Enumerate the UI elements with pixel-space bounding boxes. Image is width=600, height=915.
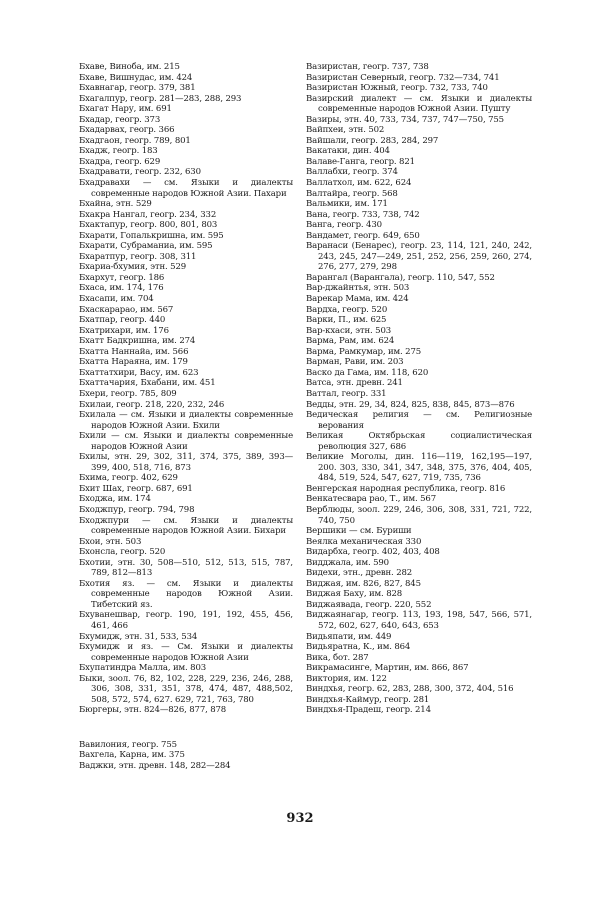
index-entry: Бхадра, геогр. 629 — [79, 156, 161, 167]
letter-section-gap — [79, 716, 293, 740]
index-entry: Венкатесвара рао, Т., им. 567 — [306, 494, 436, 505]
index-entry: Вавилония, геогр. 755 — [79, 739, 177, 750]
index-entry: Бхилаи, геогр. 218, 220, 232, 246 — [79, 399, 225, 410]
index-entry: Вазиристан Южный, геогр. 732, 733, 740 — [306, 83, 488, 94]
index-entry: Валаве-Ганга, геогр. 821 — [306, 156, 415, 167]
index-entry: Валтайра, геогр. 568 — [306, 188, 398, 199]
index-entry: Бхумидж и яз. — См. Языки и диалекты современные народов Южной Азии — [79, 642, 293, 663]
index-entry: Вершики — см. Буриши — [306, 526, 412, 537]
index-entry: Бхайна, этн. 529 — [79, 199, 152, 210]
index-entry: Бхилала — см. Языки и диалекты современные народов Южной Азии. Бхили — [79, 410, 293, 431]
index-entry: Бхери, геогр. 785, 809 — [79, 388, 177, 399]
index-entry: Бюргеры, этн. 824—826, 877, 878 — [79, 705, 227, 716]
index-entry: Видарбха, геогр. 402, 403, 408 — [306, 547, 440, 558]
index-entry: Видехи, этн., древн. 282 — [306, 568, 413, 579]
index-entry: Вандамет, геогр. 649, 650 — [306, 230, 420, 241]
index-entry: Вазиристан Северный, геогр. 732—734, 741 — [306, 72, 500, 83]
index-entry: Бхагалпур, геогр. 281—283, 288, 293 — [79, 93, 242, 104]
index-entry: Бхатт Бадкришна, им. 274 — [79, 336, 196, 347]
index-entry: Варки, П., им. 625 — [306, 315, 387, 326]
index-entry: Васко да Гама, им. 118, 620 — [306, 367, 429, 378]
index-entry: Бхуванешвар, геогр. 190, 191, 192, 455, 456, 461, 466 — [79, 610, 293, 631]
index-entry: Верблюды, зоол. 229, 246, 306, 308, 331, 721, 722, 740, 750 — [306, 504, 532, 526]
index-entry: Варанаси (Бенарес), геогр. 23, 114, 121, 240, 242, 243, 245, 247—249, 251, 252, 256, 259, 260, 274, 276, 277, 279, 298 — [306, 241, 532, 273]
index-entry: Бхит Шах, геогр. 687, 691 — [79, 483, 193, 494]
index-entry: Бхупатиндра Малла, им. 803 — [79, 663, 207, 674]
index-entry: Вар-кхаси, этн. 503 — [306, 325, 392, 336]
index-entry: Бхарати, Субраманиа, им. 595 — [79, 241, 213, 252]
index-entry: Видьяратна, К., им. 864 — [306, 642, 411, 653]
index-entry: Виндхья, геогр. 62, 283, 288, 300, 372, 404, 516 — [306, 684, 514, 695]
index-entry: Бхои, этн. 503 — [79, 536, 142, 547]
index-entry: Ведды, этн. 29, 34, 824, 825, 838, 845, 873—876 — [306, 399, 515, 410]
index-entry: Бхаттачария, Бхабани, им. 451 — [79, 378, 216, 389]
index-entry: Бхариа-бхумия, этн. 529 — [79, 262, 187, 273]
index-entry: Бхаскарарао, им. 567 — [79, 304, 174, 315]
index-entry: Виндхья-Прадеш, геогр. 214 — [306, 705, 431, 716]
index-entry: Варекар Мама, им. 424 — [306, 294, 409, 305]
index-entry: Виджаявада, геогр. 220, 552 — [306, 599, 432, 610]
index-entry: Виндхья-Каймур, геогр. 281 — [306, 694, 430, 705]
index-entry: Ведическая религия — см. Религиозные верования — [306, 410, 532, 431]
index-entry: Бходжа, им. 174 — [79, 494, 151, 505]
index-entry: Вазирский диалект — см. Языки и диалекты современные народов Южной Азии. Пушту — [306, 93, 532, 115]
index-entry: Вана, геогр. 733, 738, 742 — [306, 209, 420, 220]
index-entry: Бхатпар, геогр. 440 — [79, 315, 166, 326]
index-entry: Бхакра Нангал, геогр. 234, 332 — [79, 209, 217, 220]
index-entry: Бхаве, Вишнудас, им. 424 — [79, 72, 193, 83]
index-entry: Веялка механическая 330 — [306, 536, 422, 547]
index-entry: Бхаратпур, геогр. 308, 311 — [79, 251, 197, 262]
index-entry: Бхадравахи — см. Языки и диалекты современные народов Южной Азии. Пахари — [79, 178, 293, 199]
index-entry: Бхагат Нару, им. 691 — [79, 104, 172, 115]
index-entry: Бхатта Нараяна, им. 179 — [79, 357, 188, 368]
index-entry: Бходжпур, геогр. 794, 798 — [79, 504, 195, 515]
index-entry: Быки, зоол. 76, 82, 102, 228, 229, 236, 246, 288, 306, 308, 331, 351, 378, 474, 487, 488,502, 508, 572, 574, 627. 629, 721, 763, 780 — [79, 673, 293, 705]
index-entry: Вальмики, им. 171 — [306, 199, 388, 210]
index-entry: Бхатта Наннайа, им. 566 — [79, 346, 189, 357]
index-entry: Бхаттатхири, Васу, им. 623 — [79, 367, 199, 378]
index-column-left — [79, 62, 293, 772]
index-entry: Вакатаки, дин. 404 — [306, 146, 390, 157]
index-entry: Вахгела, Карна, им. 375 — [79, 750, 185, 761]
index-entry: Вайшали, геогр. 283, 284, 297 — [306, 135, 439, 146]
index-entry: Виджая Баху, им. 828 — [306, 589, 403, 600]
index-entry: Бхадж, геогр. 183 — [79, 146, 158, 157]
index-entry: Видджала, им. 590 — [306, 557, 389, 568]
index-entry: Бхотии, этн. 30, 508—510, 512, 513, 515, 787, 789, 812—813 — [79, 557, 293, 579]
index-entry: Ванга, геогр. 430 — [306, 220, 382, 231]
index-entry: Вардха, геогр. 520 — [306, 304, 388, 315]
index-entry: Бхавнагар, геогр. 379, 381 — [79, 83, 196, 94]
index-entry: Варма, Рам, им. 624 — [306, 336, 395, 347]
page-number: 932 — [286, 811, 314, 826]
index-entry: Вазиристан, геогр. 737, 738 — [306, 62, 429, 72]
index-entry: Бхасапи, им. 704 — [79, 294, 154, 305]
index-entry: Варма, Рамкумар, им. 275 — [306, 346, 422, 357]
index-entry: Бхадар, геогр. 373 — [79, 114, 161, 125]
index-entry: Бхархут, геогр. 186 — [79, 272, 165, 283]
index-entry: Бхумидж, этн. 31, 533, 534 — [79, 631, 198, 642]
index-entry: Виджаянагар, геогр. 113, 193, 198, 547, 566, 571, 572, 602, 627, 640, 643, 653 — [306, 610, 532, 631]
index-entry: Видьяпати, им. 449 — [306, 631, 392, 642]
index-entry: Венгерская народная республика, геогр. 816 — [306, 483, 506, 494]
index-entry: Вика, бот. 287 — [306, 652, 369, 663]
index-entry: Бходжпури — см. Языки и диалекты современные народов Южной Азии. Бихари — [79, 515, 293, 537]
index-entry: Бхаве, Виноба, им. 215 — [79, 62, 180, 72]
index-entry: Великая Октябрьская социалистическая революция 327, 686 — [306, 431, 532, 452]
index-entry: Бхили — см. Языки и диалекты современные народов Южной Азии — [79, 431, 293, 452]
index-entry: Бхадгаон, геогр. 789, 801 — [79, 135, 191, 146]
index-entry: Варангал (Варангала), геогр. 110, 547, 552 — [306, 272, 495, 283]
index-entry: Виктория, им. 122 — [306, 673, 387, 684]
index-entry: Ваджки, этн. древн. 148, 282—284 — [79, 761, 231, 771]
index-entry: Варман, Рави, им. 203 — [306, 357, 404, 368]
index-entry: Викрамасинге, Мартин, им. 866, 867 — [306, 663, 469, 674]
index-entry: Ваттал, геогр. 331 — [306, 388, 387, 399]
index-entry: Великие Моголы, дин. 116—119, 162,195—197, 200. 303, 330, 341, 347, 348, 375, 376, 404, 405, 484, 519, 524, 547, 627, 719, 735, 736 — [306, 452, 532, 484]
index-entry: Бхаса, им. 174, 176 — [79, 283, 164, 294]
index-entry: Бхилы, этн. 29, 302, 311, 374, 375, 389, 393—399, 400, 518, 716, 873 — [79, 452, 293, 473]
index-column-right — [306, 62, 532, 716]
index-entry: Бхадарвах, геогр. 366 — [79, 125, 175, 136]
index-entry: Вазиры, этн. 40, 733, 734, 737, 747—750, 755 — [306, 114, 504, 125]
index-entry: Виджая, им. 826, 827, 845 — [306, 578, 421, 589]
index-entry: Вар-джайнтья, этн. 503 — [306, 283, 410, 294]
index-entry: Бхатрихари, им. 176 — [79, 325, 169, 336]
index-entry: Бхима, геогр. 402, 629 — [79, 473, 178, 484]
index-entry: Бхактапур, геогр. 800, 801, 803 — [79, 220, 218, 231]
index-entry: Бхонсла, геогр. 520 — [79, 547, 166, 558]
index-entry: Бхарати, Гопалькришна, им. 595 — [79, 230, 224, 241]
index-entry: Бхотия яз. — см. Языки и диалекты современные народов Южной Азии. Тибетский яз. — [79, 578, 293, 610]
index-entry: Бхадравати, геогр. 232, 630 — [79, 167, 201, 178]
index-entry: Валлатхол, им. 622, 624 — [306, 178, 412, 189]
index-entry: Валлабхи, геогр. 374 — [306, 167, 398, 178]
index-entry: Ватса, этн. древн. 241 — [306, 378, 403, 389]
index-entry: Вайпхеи, этн. 502 — [306, 125, 385, 136]
